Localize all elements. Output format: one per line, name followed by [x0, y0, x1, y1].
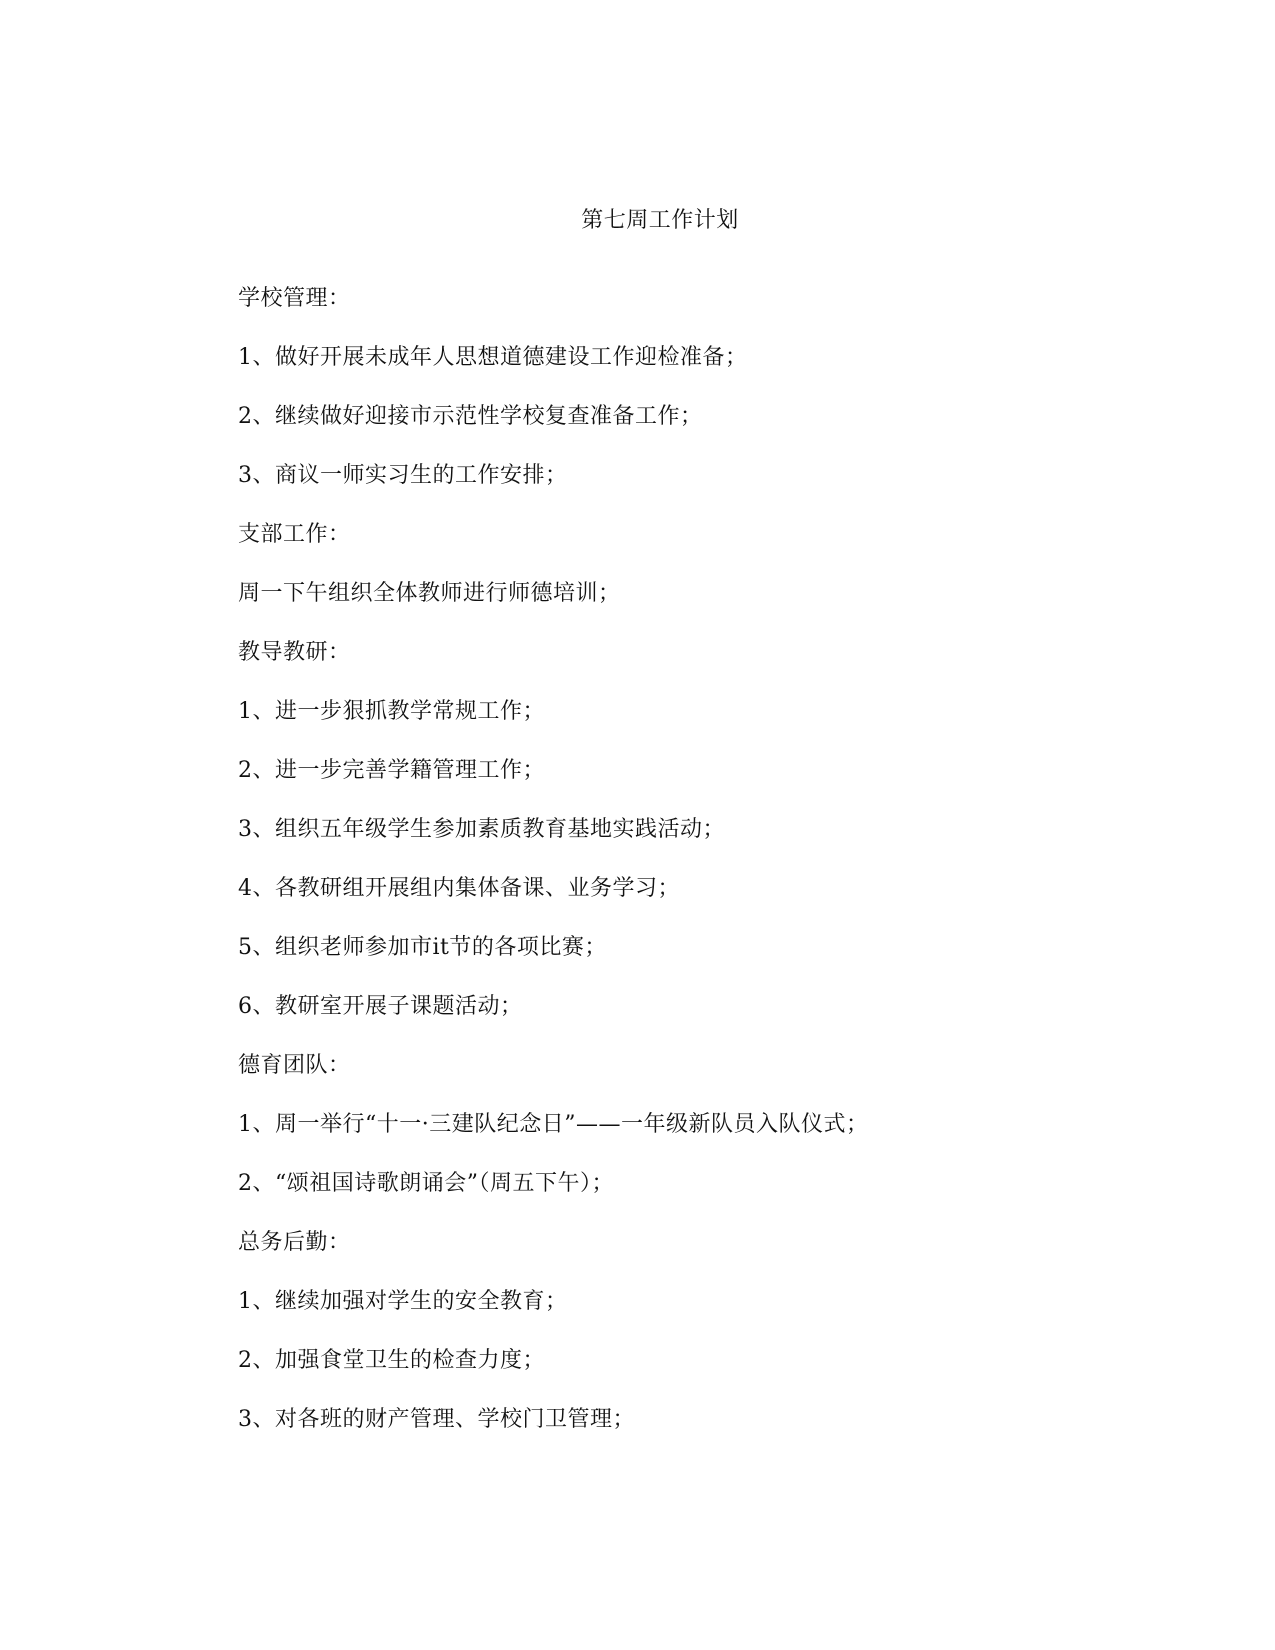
section-heading-logistics: 总务后勤： [238, 1230, 351, 1255]
document-title: 第七周工作计划 [581, 208, 739, 233]
list-item: 1、周一举行“十一·三建队纪念日”——一年级新队员入队仪式； [238, 1112, 869, 1137]
list-item: 5、组织老师参加市it节的各项比赛； [238, 935, 607, 960]
list-item: 1、做好开展未成年人思想道德建设工作迎检准备； [238, 345, 748, 370]
document-body [238, 282, 1138, 1462]
list-item: 1、继续加强对学生的安全教育； [238, 1289, 568, 1314]
list-item: 2、继续做好迎接市示范性学校复查准备工作； [238, 404, 703, 429]
list-item: 3、商议一师实习生的工作安排； [238, 463, 568, 488]
list-item: 1、进一步狠抓教学常规工作； [238, 699, 545, 724]
list-item: 2、“颂祖国诗歌朗诵会”（周五下午）； [238, 1171, 614, 1196]
list-item: 3、对各班的财产管理、学校门卫管理； [238, 1407, 635, 1432]
list-item: 6、教研室开展子课题活动； [238, 994, 523, 1019]
list-item: 4、各教研组开展组内集体备课、业务学习； [238, 876, 680, 901]
section-heading-school-management: 学校管理： [238, 286, 351, 311]
section-heading-teaching-research: 教导教研： [238, 640, 351, 665]
list-item: 周一下午组织全体教师进行师德培训； [238, 581, 621, 606]
list-item: 3、组织五年级学生参加素质教育基地实践活动； [238, 817, 725, 842]
list-item: 2、加强食堂卫生的检查力度； [238, 1348, 545, 1373]
section-heading-branch-work: 支部工作： [238, 522, 351, 547]
list-item: 2、进一步完善学籍管理工作； [238, 758, 545, 783]
section-heading-moral-education: 德育团队： [238, 1053, 351, 1078]
